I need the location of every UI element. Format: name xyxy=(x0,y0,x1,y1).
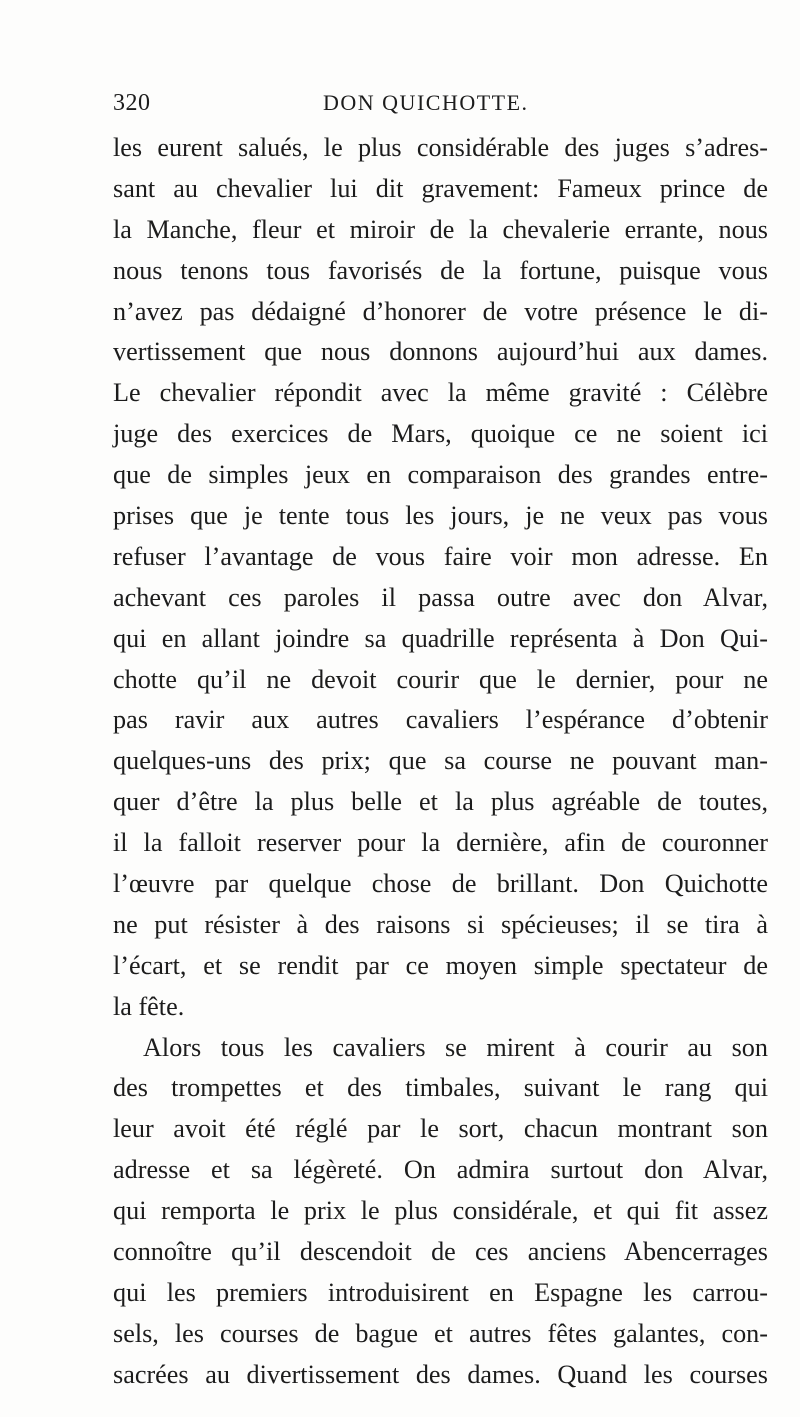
text-line: juge des exercices de Mars, quoique ce ne soient ici xyxy=(113,419,768,449)
text-line: des trompettes et des timbales, suivant le rang qui xyxy=(113,1073,768,1103)
text-line: la fête. xyxy=(113,991,185,1021)
text-line: Le chevalier répondit avec la même gravité : Célèbre xyxy=(113,378,768,408)
text-line: chotte qu’il ne devoit courir que le dernier, pour ne xyxy=(113,664,768,694)
text-line: achevant ces paroles il passa outre avec don Alvar, xyxy=(113,582,768,612)
page-header xyxy=(113,90,773,120)
text-line: il la falloit reserver pour la dernière, afin de couronner xyxy=(113,828,768,858)
text-line: quer d’être la plus belle et la plus agréable de toutes, xyxy=(113,787,768,817)
text-line: l’écart, et se rendit par ce moyen simple spectateur de xyxy=(113,950,768,980)
text-line: l’œuvre par quelque chose de brillant. Don Quichotte xyxy=(113,869,768,899)
text-line: les eurent salués, le plus considérable des juges s’adres- xyxy=(113,133,768,162)
text-line: connoître qu’il descendoit de ces anciens Abencerrages xyxy=(113,1237,768,1267)
body-text xyxy=(113,128,768,1396)
paragraph xyxy=(113,128,768,1028)
text-line: prises que je tente tous les jours, je ne veux pas vous xyxy=(113,501,768,531)
text-line: qui en allant joindre sa quadrille représenta à Don Qui- xyxy=(113,623,768,653)
paragraph xyxy=(113,1028,768,1396)
text-line: quelques-uns des prix; que sa course ne pouvant man- xyxy=(113,746,768,776)
text-line: refuser l’avantage de vous faire voir mon adresse. En xyxy=(113,541,768,571)
text-line: vertissement que nous donnons aujourd’hui aux dames. xyxy=(113,337,768,367)
text-line: sels, les courses de bague et autres fêtes galantes, con- xyxy=(113,1318,768,1348)
page-number: 320 xyxy=(113,90,151,116)
text-line: leur avoit été réglé par le sort, chacun montrant son xyxy=(113,1114,768,1144)
text-line: que de simples jeux en comparaison des grandes entre- xyxy=(113,460,768,490)
text-line: ne put résister à des raisons si spécieuses; il se tira à xyxy=(113,909,768,939)
text-line: sacrées au divertissement des dames. Quand les courses xyxy=(113,1359,768,1389)
text-line: la Manche, fleur et miroir de la chevalerie errante, nous xyxy=(113,214,768,244)
text-line: adresse et sa légèreté. On admira surtout don Alvar, xyxy=(113,1155,768,1185)
text-line: sant au chevalier lui dit gravement: Fameux prince de xyxy=(113,173,768,203)
text-line: qui les premiers introduisirent en Espagne les carrou- xyxy=(113,1277,768,1307)
text-line: Alors tous les cavaliers se mirent à courir au son xyxy=(143,1032,768,1062)
text-line: nous tenons tous favorisés de la fortune, puisque vous xyxy=(113,255,768,285)
text-line: n’avez pas dédaigné d’honorer de votre présence le di- xyxy=(113,296,768,326)
text-line: pas ravir aux autres cavaliers l’espérance d’obtenir xyxy=(113,705,768,735)
running-title: DON QUICHOTTE. xyxy=(323,90,529,115)
text-line: qui remporta le prix le plus considérale, et qui fit assez xyxy=(113,1196,768,1226)
